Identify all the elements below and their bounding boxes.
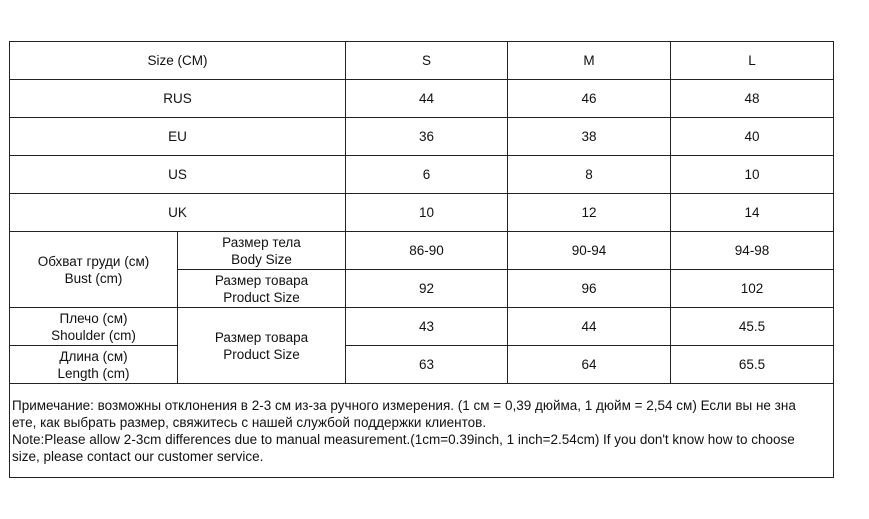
cell-value: 63 bbox=[346, 346, 508, 384]
length-label-en: Length (cm) bbox=[57, 365, 130, 381]
table-row-length bbox=[10, 346, 834, 384]
cell-value: 86-90 bbox=[346, 232, 508, 270]
body-size-en: Body Size bbox=[231, 251, 292, 267]
shared-product-en: Product Size bbox=[223, 346, 300, 362]
cell-value: 14 bbox=[671, 194, 834, 232]
bust-label-ru: Обхват груди (см) bbox=[37, 253, 150, 269]
note-line-ru-2: ете, как выбрать размер, свяжитесь с нашей службой поддержки клиентов. bbox=[12, 414, 487, 430]
table-row-shoulder bbox=[10, 308, 834, 346]
cell-value: 48 bbox=[671, 80, 834, 118]
row-label: UK bbox=[10, 194, 346, 232]
cell-value: 10 bbox=[346, 194, 508, 232]
size-header-s: S bbox=[346, 42, 508, 80]
cell-value: 36 bbox=[346, 118, 508, 156]
note-line-en-1: Note:Please allow 2-3cm differences due to manual measurement.(1cm=0.39inch, 1 inch=2.54cm) If you don't know how to choose bbox=[12, 431, 795, 447]
table-row-uk bbox=[10, 194, 834, 232]
bust-label bbox=[10, 232, 178, 308]
body-size-ru: Размер тела bbox=[222, 234, 301, 250]
cell-value: 12 bbox=[508, 194, 671, 232]
note-line-en-2: size, please contact our customer service. bbox=[12, 448, 264, 464]
note-cell bbox=[10, 384, 834, 478]
cell-value: 8 bbox=[508, 156, 671, 194]
size-header-label: Size (CM) bbox=[10, 42, 346, 80]
table-row-bust-body bbox=[10, 232, 834, 270]
product-size-ru: Размер товара bbox=[214, 272, 309, 288]
length-label bbox=[10, 346, 178, 384]
size-chart-table bbox=[9, 41, 834, 478]
size-header-m: M bbox=[508, 42, 671, 80]
note-row bbox=[10, 384, 834, 478]
product-size-label bbox=[178, 270, 346, 308]
cell-value: 44 bbox=[346, 80, 508, 118]
shoulder-label-en: Shoulder (cm) bbox=[51, 327, 136, 343]
cell-value: 64 bbox=[508, 346, 671, 384]
table-row-us bbox=[10, 156, 834, 194]
header-row bbox=[10, 42, 834, 80]
cell-value: 44 bbox=[508, 308, 671, 346]
table-row-rus bbox=[10, 80, 834, 118]
body-size-label bbox=[178, 232, 346, 270]
row-label: RUS bbox=[10, 80, 346, 118]
cell-value: 45.5 bbox=[671, 308, 834, 346]
table-row-eu bbox=[10, 118, 834, 156]
cell-value: 90-94 bbox=[508, 232, 671, 270]
cell-value: 94-98 bbox=[671, 232, 834, 270]
row-label: EU bbox=[10, 118, 346, 156]
shared-product-size-label bbox=[178, 308, 346, 384]
cell-value: 43 bbox=[346, 308, 508, 346]
bust-label-en: Bust (cm) bbox=[64, 270, 123, 286]
shoulder-label-ru: Плечо (см) bbox=[59, 310, 128, 326]
product-size-en: Product Size bbox=[223, 289, 300, 305]
note-line-ru-1: Примечание: возможны отклонения в 2-3 см из-за ручного измерения. (1 см = 0,39 дюйма, 1 дюйм = 2,54 см) Если вы не зна bbox=[12, 397, 796, 413]
length-label-ru: Длина (см) bbox=[59, 348, 128, 364]
cell-value: 46 bbox=[508, 80, 671, 118]
row-label: US bbox=[10, 156, 346, 194]
cell-value: 65.5 bbox=[671, 346, 834, 384]
cell-value: 38 bbox=[508, 118, 671, 156]
shoulder-label bbox=[10, 308, 178, 346]
cell-value: 40 bbox=[671, 118, 834, 156]
cell-value: 92 bbox=[346, 270, 508, 308]
size-header-l: L bbox=[671, 42, 834, 80]
cell-value: 6 bbox=[346, 156, 508, 194]
cell-value: 10 bbox=[671, 156, 834, 194]
cell-value: 102 bbox=[671, 270, 834, 308]
shared-product-ru: Размер товара bbox=[214, 329, 309, 345]
cell-value: 96 bbox=[508, 270, 671, 308]
